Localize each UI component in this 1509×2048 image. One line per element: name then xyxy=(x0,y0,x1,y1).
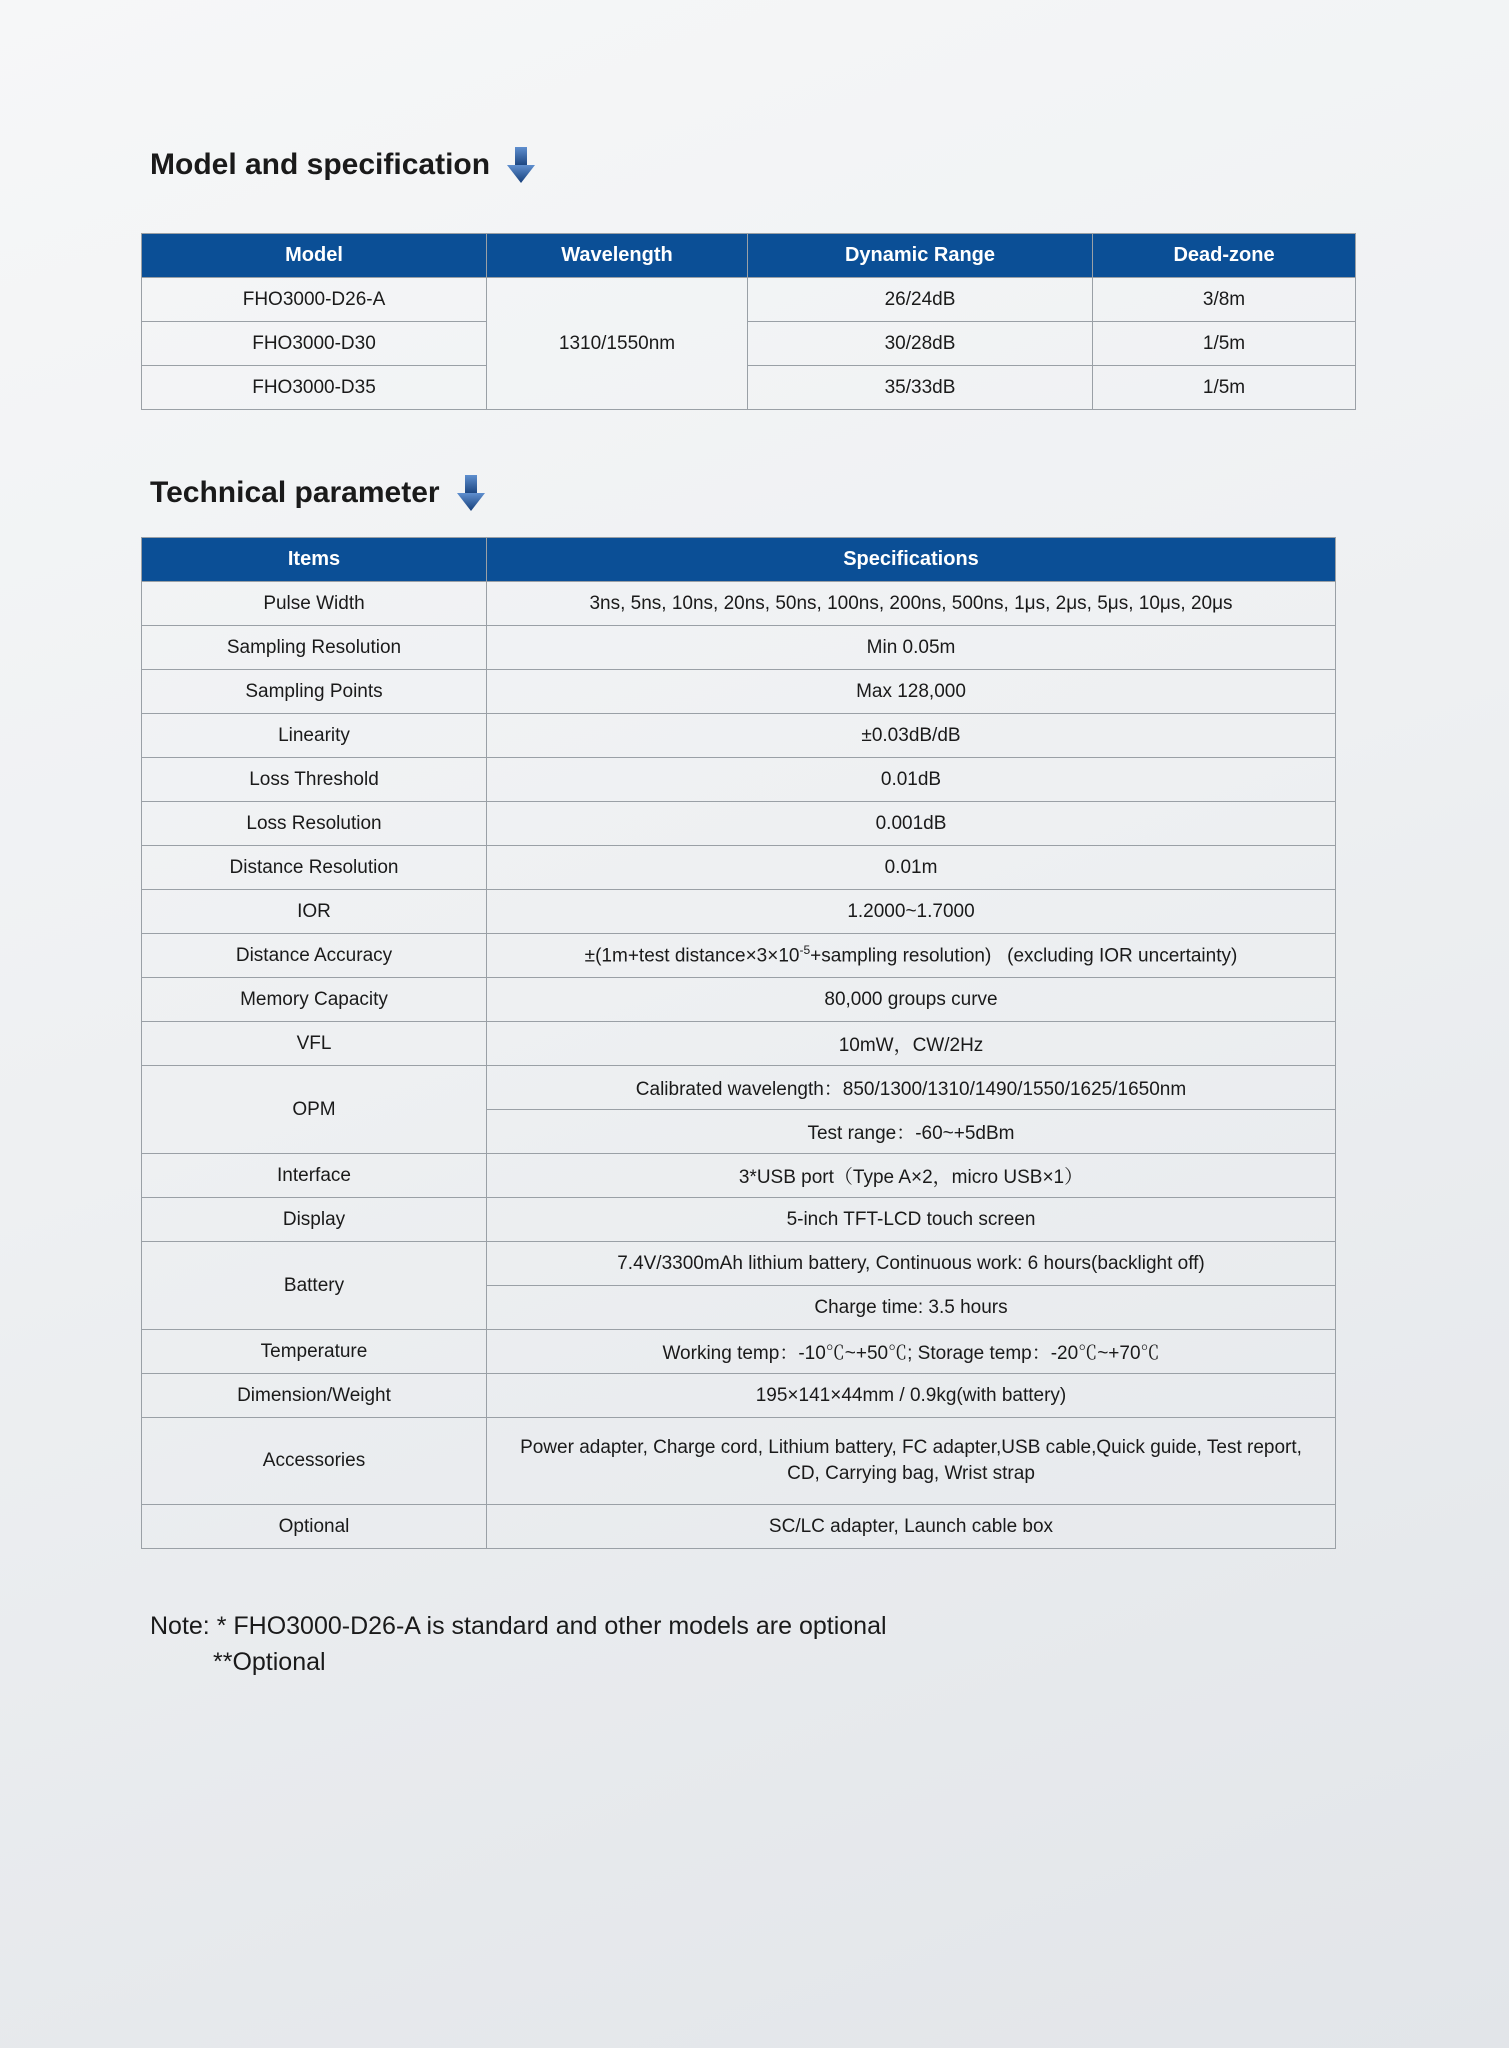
spec-cell: SC/LC adapter, Launch cable box xyxy=(487,1505,1336,1549)
item-cell: Pulse Width xyxy=(142,582,487,626)
table-row xyxy=(142,1330,1336,1374)
item-cell: Optional xyxy=(142,1505,487,1549)
spec-cell: ±0.03dB/dB xyxy=(487,714,1336,758)
exponent: -5 xyxy=(799,943,811,958)
footnote-line-2: **Optional xyxy=(213,1648,326,1676)
header-specifications: Specifications xyxy=(487,538,1336,582)
item-cell: Accessories xyxy=(142,1418,487,1505)
spec-cell: 5-inch TFT-LCD touch screen xyxy=(487,1198,1336,1242)
spec-cell: Calibrated wavelength：850/1300/1310/1490/1550/1625/1650nm xyxy=(487,1066,1336,1110)
spec-cell: 0.001dB xyxy=(487,802,1336,846)
model-section-title-text: Model and specification xyxy=(150,148,491,181)
item-cell: Battery xyxy=(142,1242,487,1330)
spec-cell: 3ns, 5ns, 10ns, 20ns, 50ns, 100ns, 200ns, 500ns, 1μs, 2μs, 5μs, 10μs, 20μs xyxy=(487,582,1336,626)
arrow-down-icon xyxy=(454,473,488,513)
item-cell: Loss Threshold xyxy=(142,758,487,802)
table-row xyxy=(142,1198,1336,1242)
item-cell: Sampling Resolution xyxy=(142,626,487,670)
table-row xyxy=(142,582,1336,626)
table-row xyxy=(142,1154,1336,1198)
spec-text: ±(1m+test distance×3×10 xyxy=(584,945,800,967)
spec-cell: Test range：-60~+5dBm xyxy=(487,1110,1336,1154)
item-cell: Linearity xyxy=(142,714,487,758)
spec-cell xyxy=(487,934,1336,978)
table-row xyxy=(142,1505,1336,1549)
header-dynamic-range: Dynamic Range xyxy=(748,234,1093,278)
dynamic-range-cell: 30/28dB xyxy=(748,322,1093,366)
table-row xyxy=(142,626,1336,670)
spec-cell: 80,000 groups curve xyxy=(487,978,1336,1022)
header-model: Model xyxy=(142,234,487,278)
item-cell: Sampling Points xyxy=(142,670,487,714)
item-cell: Distance Resolution xyxy=(142,846,487,890)
table-row xyxy=(142,1418,1336,1505)
table-header-row xyxy=(142,234,1356,278)
tech-param-table xyxy=(141,537,1336,1549)
item-cell: VFL xyxy=(142,1022,487,1066)
dead-zone-cell: 1/5m xyxy=(1093,322,1356,366)
dynamic-range-cell: 35/33dB xyxy=(748,366,1093,410)
spec-text: +sampling resolution) (excluding IOR uncertainty) xyxy=(810,945,1238,967)
table-row xyxy=(142,934,1336,978)
model-cell: FHO3000-D26-A xyxy=(142,278,487,322)
item-cell: IOR xyxy=(142,890,487,934)
spec-line: CD, Carrying bag, Wrist strap xyxy=(787,1463,1035,1484)
table-row xyxy=(142,366,1356,410)
table-row xyxy=(142,1374,1336,1418)
item-cell: Display xyxy=(142,1198,487,1242)
model-cell: FHO3000-D30 xyxy=(142,322,487,366)
item-cell: Distance Accuracy xyxy=(142,934,487,978)
model-section-title xyxy=(150,145,538,185)
spec-cell xyxy=(487,1418,1336,1505)
item-cell: Interface xyxy=(142,1154,487,1198)
item-cell: Memory Capacity xyxy=(142,978,487,1022)
header-wavelength: Wavelength xyxy=(487,234,748,278)
table-header-row xyxy=(142,538,1336,582)
table-row xyxy=(142,670,1336,714)
item-cell: Dimension/Weight xyxy=(142,1374,487,1418)
spec-cell: Working temp：-10℃~+50℃; Storage temp：-20℃~+70℃ xyxy=(487,1330,1336,1374)
footnote-line-1: Note: * FHO3000-D26-A is standard and other models are optional xyxy=(150,1612,887,1640)
spec-cell: 1.2000~1.7000 xyxy=(487,890,1336,934)
model-cell: FHO3000-D35 xyxy=(142,366,487,410)
item-cell: OPM xyxy=(142,1066,487,1154)
table-row xyxy=(142,890,1336,934)
table-row xyxy=(142,278,1356,322)
spec-line: Power adapter, Charge cord, Lithium battery, FC adapter,USB cable,Quick guide, Test report, xyxy=(520,1437,1302,1458)
dead-zone-cell: 1/5m xyxy=(1093,366,1356,410)
spec-cell: 7.4V/3300mAh lithium battery, Continuous work: 6 hours(backlight off) xyxy=(487,1242,1336,1286)
spec-cell: Min 0.05m xyxy=(487,626,1336,670)
table-row xyxy=(142,802,1336,846)
header-dead-zone: Dead-zone xyxy=(1093,234,1356,278)
item-cell: Loss Resolution xyxy=(142,802,487,846)
spec-cell: 195×141×44mm / 0.9kg(with battery) xyxy=(487,1374,1336,1418)
spec-cell: Max 128,000 xyxy=(487,670,1336,714)
dead-zone-cell: 3/8m xyxy=(1093,278,1356,322)
footnote xyxy=(150,1608,887,1680)
tech-section-title xyxy=(150,473,488,513)
wavelength-cell: 1310/1550nm xyxy=(487,278,748,410)
table-row xyxy=(142,1066,1336,1110)
dynamic-range-cell: 26/24dB xyxy=(748,278,1093,322)
spec-cell: 3*USB port（Type A×2，micro USB×1） xyxy=(487,1154,1336,1198)
table-row xyxy=(142,322,1356,366)
model-spec-table xyxy=(141,233,1356,410)
table-row xyxy=(142,714,1336,758)
table-row xyxy=(142,1242,1336,1286)
item-cell: Temperature xyxy=(142,1330,487,1374)
table-row xyxy=(142,978,1336,1022)
table-row xyxy=(142,846,1336,890)
arrow-down-icon xyxy=(504,145,538,185)
table-row xyxy=(142,1022,1336,1066)
tech-section-title-text: Technical parameter xyxy=(150,476,440,509)
spec-cell: 0.01m xyxy=(487,846,1336,890)
spec-cell: 10mW，CW/2Hz xyxy=(487,1022,1336,1066)
header-items: Items xyxy=(142,538,487,582)
spec-cell: 0.01dB xyxy=(487,758,1336,802)
table-row xyxy=(142,758,1336,802)
spec-cell: Charge time: 3.5 hours xyxy=(487,1286,1336,1330)
